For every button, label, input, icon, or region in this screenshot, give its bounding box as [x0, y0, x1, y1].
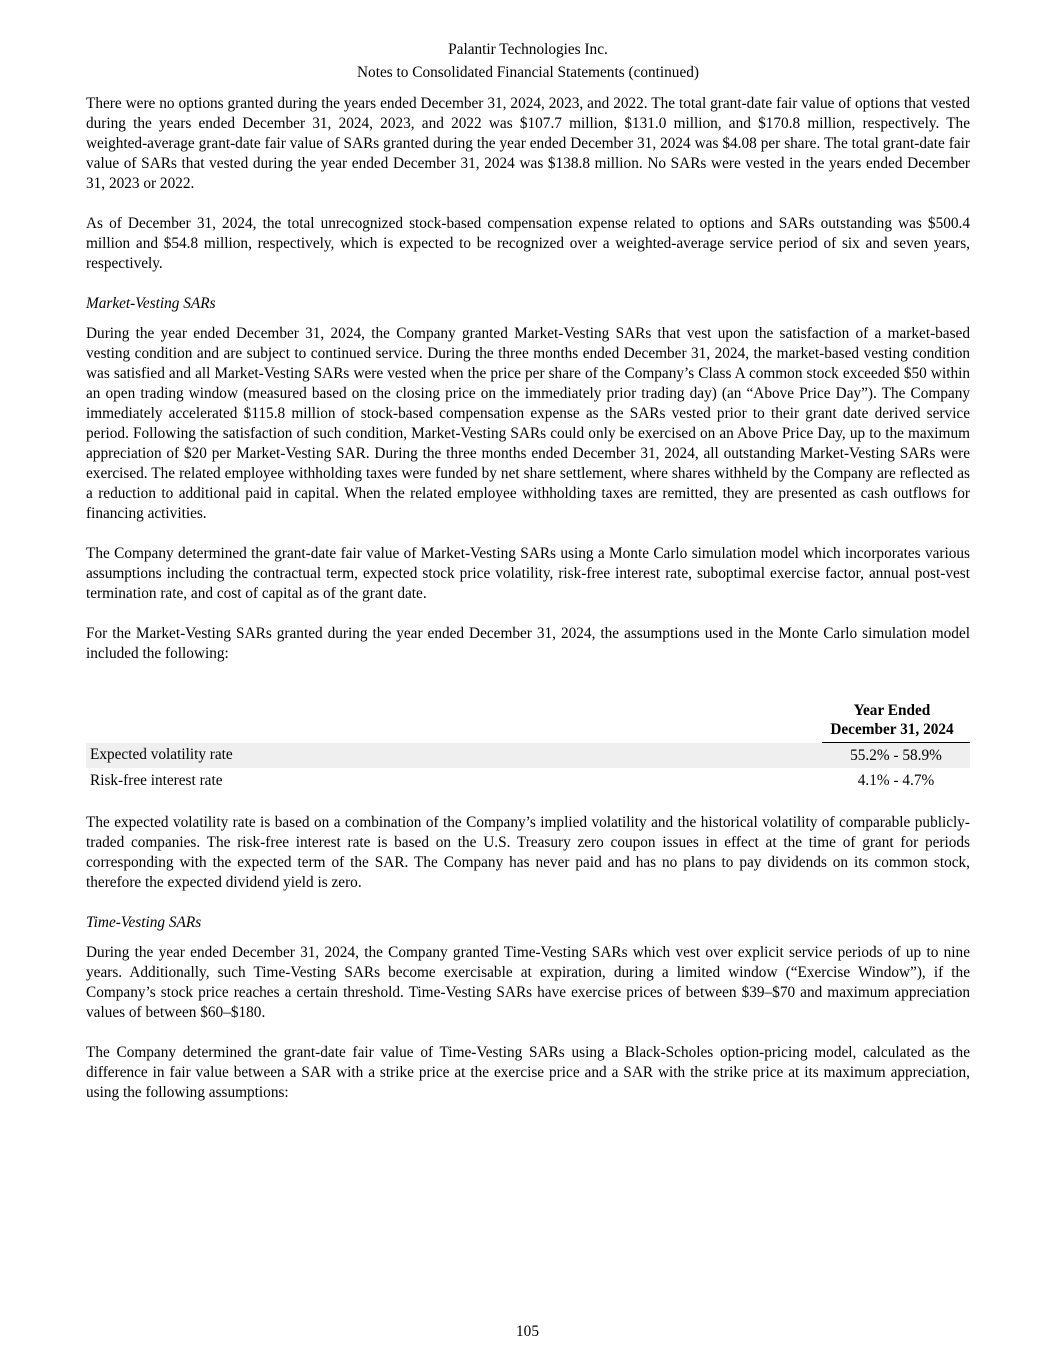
paragraph-monte-carlo-model: The Company determined the grant-date fair value of Market-Vesting SARs using a Monte Carlo simulation model which incorporates various assumptions including the contractual term, expected stock price volatility, risk-free interest rate, suboptimal exercise factor, annual post-vest termination rate, and cost of capital as of the grant date. [86, 545, 970, 602]
paragraph-options-fair-value: There were no options granted during the years ended December 31, 2024, 2023, and 2022. The total grant-date fair value of options that vested during the years ended December 31, 2024, 2023, and 2022 was $107.7 million, $131.0 million, and $170.8 million, respectively. The weighted-average grant-date fair value of SARs granted during the year ended December 31, 2024 was $4.08 per share. The total grant-date fair value of SARs that vested during the year ended December 31, 2024 was $138.8 million. No SARs were vested in the years ended December 31, 2023 or 2022. [86, 95, 970, 192]
page-header [86, 38, 970, 84]
paragraph-time-vesting-grant: During the year ended December 31, 2024, the Company granted Time-Vesting SARs which vest over explicit service periods of up to nine years. Additionally, such Time-Vesting SARs become exercisable at expiration, during a limited window (“Exercise Window”), if the Company’s stock price reaches a certain threshold. Time-Vesting SARs have exercise prices of between $39–$70 and maximum appreciation values of between $60–$180. [86, 944, 970, 1021]
table-row [86, 743, 970, 769]
company-name: Palantir Technologies Inc. [448, 41, 608, 58]
row-label-risk-free: Risk-free interest rate [90, 771, 223, 789]
section-heading-time-vesting: Time-Vesting SARs [86, 914, 202, 931]
assumptions-table [86, 701, 970, 793]
section-heading-market-vesting: Market-Vesting SARs [86, 295, 216, 312]
header-line-2: December 31, 2024 [830, 721, 954, 738]
table-header-blank [86, 701, 822, 743]
paragraph-volatility-basis: The expected volatility rate is based on a combination of the Company’s implied volatility and the historical volatility of comparable publicly-traded companies. The risk-free interest rate is based on the U.S. Treasury zero coupon issues in effect at the time of grant for periods corresponding with the expected term of the SAR. The Company has never paid and has no plans to pay dividends on its common stock, therefore the expected dividend yield is zero. [86, 814, 970, 891]
paragraph-black-scholes-model: The Company determined the grant-date fair value of Time-Vesting SARs using a Black-Scholes option-pricing model, calculated as the difference in fair value between a SAR with a strike price at the exercise price and a SAR with the strike price at its maximum appreciation, using the following assumptions: [86, 1044, 970, 1101]
paragraph-unrecognized-expense: As of December 31, 2024, the total unrecognized stock-based compensation expense related to options and SARs outstanding was $500.4 million and $54.8 million, respectively, which is expected to be recognized over a weighted-average service period of six and seven years, respectively. [86, 215, 970, 272]
header-line-1: Year Ended [853, 702, 931, 719]
table-header-year-ended [822, 701, 970, 743]
table-header-row [86, 701, 970, 743]
page-subtitle: Notes to Consolidated Financial Statements (continued) [357, 64, 699, 81]
page-number: 105 [516, 1323, 539, 1340]
paragraph-assumptions-intro: For the Market-Vesting SARs granted during the year ended December 31, 2024, the assumptions used in the Monte Carlo simulation model included the following: [86, 625, 970, 662]
row-value-volatility: 55.2% - 58.9% [822, 743, 970, 769]
row-value-risk-free: 4.1% - 4.7% [857, 771, 935, 789]
row-label-volatility: Expected volatility rate [86, 743, 822, 769]
document-page [86, 38, 970, 1103]
table-row [86, 768, 970, 793]
paragraph-market-vesting-grant: During the year ended December 31, 2024, the Company granted Market-Vesting SARs that vest upon the satisfaction of a market-based vesting condition and are subject to continued service. During the three months ended December 31, 2024, the market-based vesting condition was satisfied and all Market-Vesting SARs were vested when the price per share of the Company’s Class A common stock exceeded $50 within an open trading window (measured based on the closing price on the immediately prior trading day) (an “Above Price Day”). The Company immediately accelerated $115.8 million of stock-based compensation expense as the SARs vested prior to their grant date derived service period. Following the satisfaction of such condition, Market-Vesting SARs could only be exercised on an Above Price Day, up to the maximum appreciation of $20 per Market-Vesting SAR. During the three months ended December 31, 2024, all outstanding Market-Vesting SARs were exercised. The related employee withholding taxes were funded by net share settlement, where shares withheld by the Company are reflected as a reduction to additional paid in capital. When the related employee withholding taxes are remitted, they are presented as cash outflows for financing activities. [86, 325, 970, 522]
